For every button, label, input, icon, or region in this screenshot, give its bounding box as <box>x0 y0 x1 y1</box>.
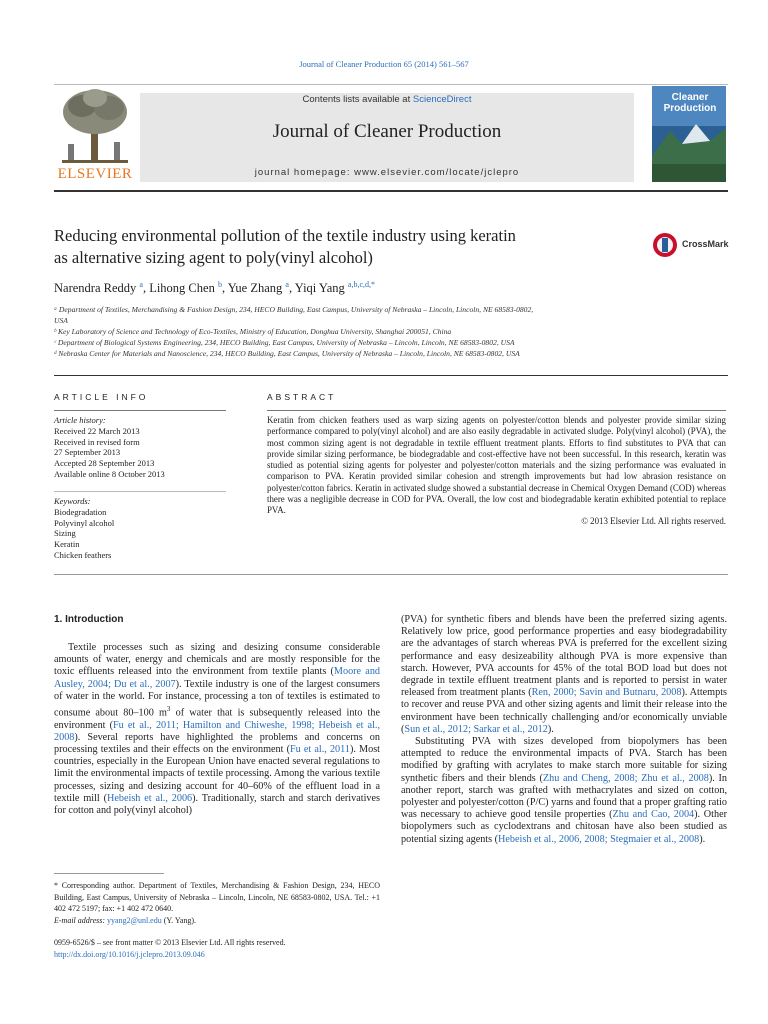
keywords-label: Keywords: <box>54 496 91 506</box>
history-line: Accepted 28 September 2013 <box>54 458 155 469</box>
affiliation-c: ᶜ Department of Biological Systems Engineering, 234, HECO Building, East Campus, University of Nebraska – Lincoln, Lincoln, NE 68583-0802, USA <box>54 338 515 347</box>
keyword: Chicken feathers <box>54 549 112 560</box>
author-name: Lihong Chen <box>149 281 215 296</box>
intro-heading: 1. Introduction <box>54 614 124 625</box>
author-name: Yiqi Yang <box>294 281 345 296</box>
affiliation-d: ᵈ Nebraska Center for Materials and Nanoscience, 234, HECO Building, East Campus, University of Nebraska – Lincoln, Lincoln, NE 68583-0802, USA <box>54 349 520 358</box>
paper-title <box>54 225 644 269</box>
history-label: Article history: <box>54 415 106 425</box>
keyword: Biodegradation <box>54 506 107 517</box>
article-history <box>54 415 226 480</box>
abstract-bottom-rule <box>54 574 728 575</box>
intro-paragraph: (PVA) for synthetic fibers and blends have been the preferred sizing agents. Relatively low price, good performance properties and easy biodegradability are the advantages of starch whereas PVA is preferred for the excellent sizing performance and easy desizeability although PVA is more expensive than starch. However, PVA accounts for 45% of the total BOD load but does not degrade in textile effluent treatment plants and is reported to persist in water released from treatment plants (Ren, 2000; Savin and Butnaru, 2008). Attempts to recover and reuse PVA and other sizing agents and limit their release into the environment have been technically challenging and/or economically unviable (Sun et al., 2012; Sarkar et al., 2012). <box>401 614 727 735</box>
doi-link[interactable]: http://dx.doi.org/10.1016/j.jclepro.2013.09.046 <box>54 949 205 959</box>
history-line: Received 22 March 2013 <box>54 425 140 436</box>
contents-line <box>140 94 634 105</box>
abstract-text: Keratin from chicken feathers used as warp sizing agents on polyester/cotton blends and polyester provide similar sizing performance compared to poly(vinyl alcohol) and are also easily degradable in activated sludge. Poly(vinyl alcohol) (PVA), the most common sizing agent is not degradable in textile effluent treatment plants. Efforts to find substitutes to PVA that can provide similar sizing performance, be biodegradable and cost-effective have not been successful. In this research, keratin was studied as potential sizing agents for polyester and polyester/cotton materials and the sizing performance was evaluated in comparison to PVA. Keratin provided similar cohesion and strength improvements but had low abrasion resistance on polyester/cotton fabrics. Keratin in activated sludge showed a substantial decrease in Chemical Oxygen Demand (COD) whereas there was a negligible decrease in COD for PVA. Overall, the low cost and biodegradable keratin exhibited potential to replace PVA. <box>267 415 726 515</box>
abstract-rule <box>267 410 726 411</box>
author-list: Narendra Reddy $^a$, Lihong Chen $^b$, Yue Zhang $^a$, Yiqi Yang $^{a,b,c,d,*}$ <box>54 280 375 296</box>
history-line: 27 September 2013 <box>54 447 121 458</box>
section-divider <box>54 375 728 376</box>
article-info-heading: ARTICLE INFO <box>54 392 149 402</box>
paper-title-line2: as alternative sizing agent to poly(vinyl alcohol) <box>54 248 373 267</box>
intro-paragraph: Textile processes such as sizing and desizing consume considerable amounts of water, energy and chemicals and are mostly responsible for the toxic effluents released into the environment from textile plants (Moore and Ausley, 2004; Du et al., 2007). Textile industry is one of the largest consumers of water in the world. For instance, processing a ton of textiles is estimated to consume about 80–100 $m^3$ of water that is subsequently released into the environment (Fu et al., 2011; Hamilton and Chiweshe, 1998; Hebeish et al., 2008). Several reports have highlighted the problems and concerns on processing textiles and their effects on the environment (Fu et al., 2011). Most countries, especially in the European Union have enacted several regulations to limit the environmental impacts of textile processing. Among the various textile processes, sizing and desizing account for 40–60% of the effluent load in a textile mill (Hebeish et al., 2006). Traditionally, starch and starch derivatives for cotton and poly(vinyl alcohol) <box>54 642 381 817</box>
corresponding-author-footnote <box>54 880 380 926</box>
affiliation-b: ᵇ Key Laboratory of Science and Technology of Eco-Textiles, Ministry of Education, Donghua University, Shanghai 200051, China <box>54 327 452 336</box>
affiliation-a: ᵃ Department of Textiles, Merchandising & Fashion Design, 234, HECO Building, East Campus, University of Nebraska – Lincoln, Lincoln, NE 68583-0802, <box>54 305 534 314</box>
paper-title-line1: Reducing environmental pollution of the textile industry using keratin <box>54 226 516 245</box>
keyword: Keratin <box>54 539 80 550</box>
intro-right-column <box>401 614 727 846</box>
citation-link[interactable]: Fu et al., 2011 <box>289 744 350 756</box>
journal-cover-image <box>652 86 726 182</box>
issn-line: 0959-6526/$ – see front matter © 2013 Elsevier Ltd. All rights reserved. <box>54 938 286 947</box>
history-line: Available online 8 October 2013 <box>54 468 165 479</box>
author-affil-sup[interactable]: a,b,c,d,* <box>347 280 375 289</box>
author-name: Yue Zhang <box>227 281 283 296</box>
abstract-body <box>267 415 726 528</box>
journal-citation-link[interactable]: Journal of Cleaner Production 65 (2014) 561–567 <box>299 59 469 69</box>
citation-link[interactable]: Ren, 2000; Savin and Butnaru, 2008 <box>531 687 682 699</box>
email-link[interactable]: yyang2@unl.edu <box>107 915 162 925</box>
author-affil-sup[interactable]: a <box>285 280 289 289</box>
author-affil-sup[interactable]: a <box>139 280 143 289</box>
header-bottom-rule <box>54 190 728 192</box>
journal-title: Journal of Cleaner Production <box>272 121 502 142</box>
keyword: Polyvinyl alcohol <box>54 517 115 528</box>
footnote-text: * Corresponding author. Department of Textiles, Merchandising & Fashion Design, 234, HECO Building, East Campus, University of Nebraska – Lincoln, Lincoln, NE 68583-0802, USA. Tel.: +1 402 472 5197; fax: +1 402 472 0640. <box>54 881 380 913</box>
citation-link[interactable]: Zhu and Cao, 2004 <box>612 809 695 821</box>
contents-prefix: Contents lists available at <box>302 94 413 105</box>
journal-homepage[interactable]: journal homepage: www.elsevier.com/locate/jclepro <box>254 167 520 178</box>
footnote-rule <box>54 873 164 874</box>
crossmark-label: CrossMark <box>682 239 729 249</box>
affiliation-a-country: USA <box>54 316 68 325</box>
issn-doi-block <box>54 937 380 960</box>
sciencedirect-link[interactable]: ScienceDirect <box>412 94 472 105</box>
keyword: Sizing <box>54 528 76 539</box>
citation-link[interactable]: Zhu and Cheng, 2008; Zhu et al., 2008 <box>542 772 709 784</box>
crossmark-icon <box>652 232 678 258</box>
citation-link[interactable]: Hebeish et al., 2006, 2008; Stegmaier et al., 2008 <box>498 833 700 845</box>
history-line: Received in revised form <box>54 436 140 447</box>
keywords-block <box>54 496 226 561</box>
intro-left-column <box>54 642 380 817</box>
citation-link[interactable]: Hebeish et al., 2006 <box>107 792 193 804</box>
abstract-heading: ABSTRACT <box>267 392 337 402</box>
author-affil-sup[interactable]: b <box>217 280 222 289</box>
cover-title-line2: Production <box>663 103 717 114</box>
citation-link[interactable]: Sun et al., 2012; Sarkar et al., 2012 <box>404 723 548 735</box>
elsevier-wordmark: ELSEVIER <box>57 166 133 182</box>
footnote-email-line: E-mail address: yyang2@unl.edu (Y. Yang). <box>54 915 197 925</box>
header-top-rule <box>54 84 728 85</box>
intro-paragraph: Substituting PVA with sizes developed from biopolymers has been attempted to reduce the environmental impacts of PVA. Starch has been modified by grafting with acrylates to make starch more suitable for sizing synthetic fibers and their blends (Zhu and Cheng, 2008; Zhu et al., 2008). In another report, starch was grafted with methacrylates and sized on cotton, polyester and polyester/cotton (P/C) yarns and found that a proper grafting ratio was necessary to achieve good tensile properties (Zhu and Cao, 2004). Other biopolymers such as cyclodextrans and chitosan have also been studied as potential sizing agents (Hebeish et al., 2006, 2008; Stegmaier et al., 2008). <box>401 736 727 845</box>
citation-link[interactable]: Fu et al., 2011; Hamilton and Chiweshe, 1998; Hebeish et al., 2008 <box>54 719 380 743</box>
author-name: Narendra Reddy <box>54 281 137 296</box>
keywords-rule <box>54 491 226 492</box>
abstract-copyright: © 2013 Elsevier Ltd. All rights reserved. <box>581 516 726 527</box>
crossmark-badge[interactable] <box>652 231 728 259</box>
citation-link[interactable]: Moore and Ausley, 2004; Du et al., 2007 <box>54 666 381 690</box>
article-info-rule <box>54 410 226 411</box>
cover-title-line1: Cleaner <box>671 92 709 103</box>
